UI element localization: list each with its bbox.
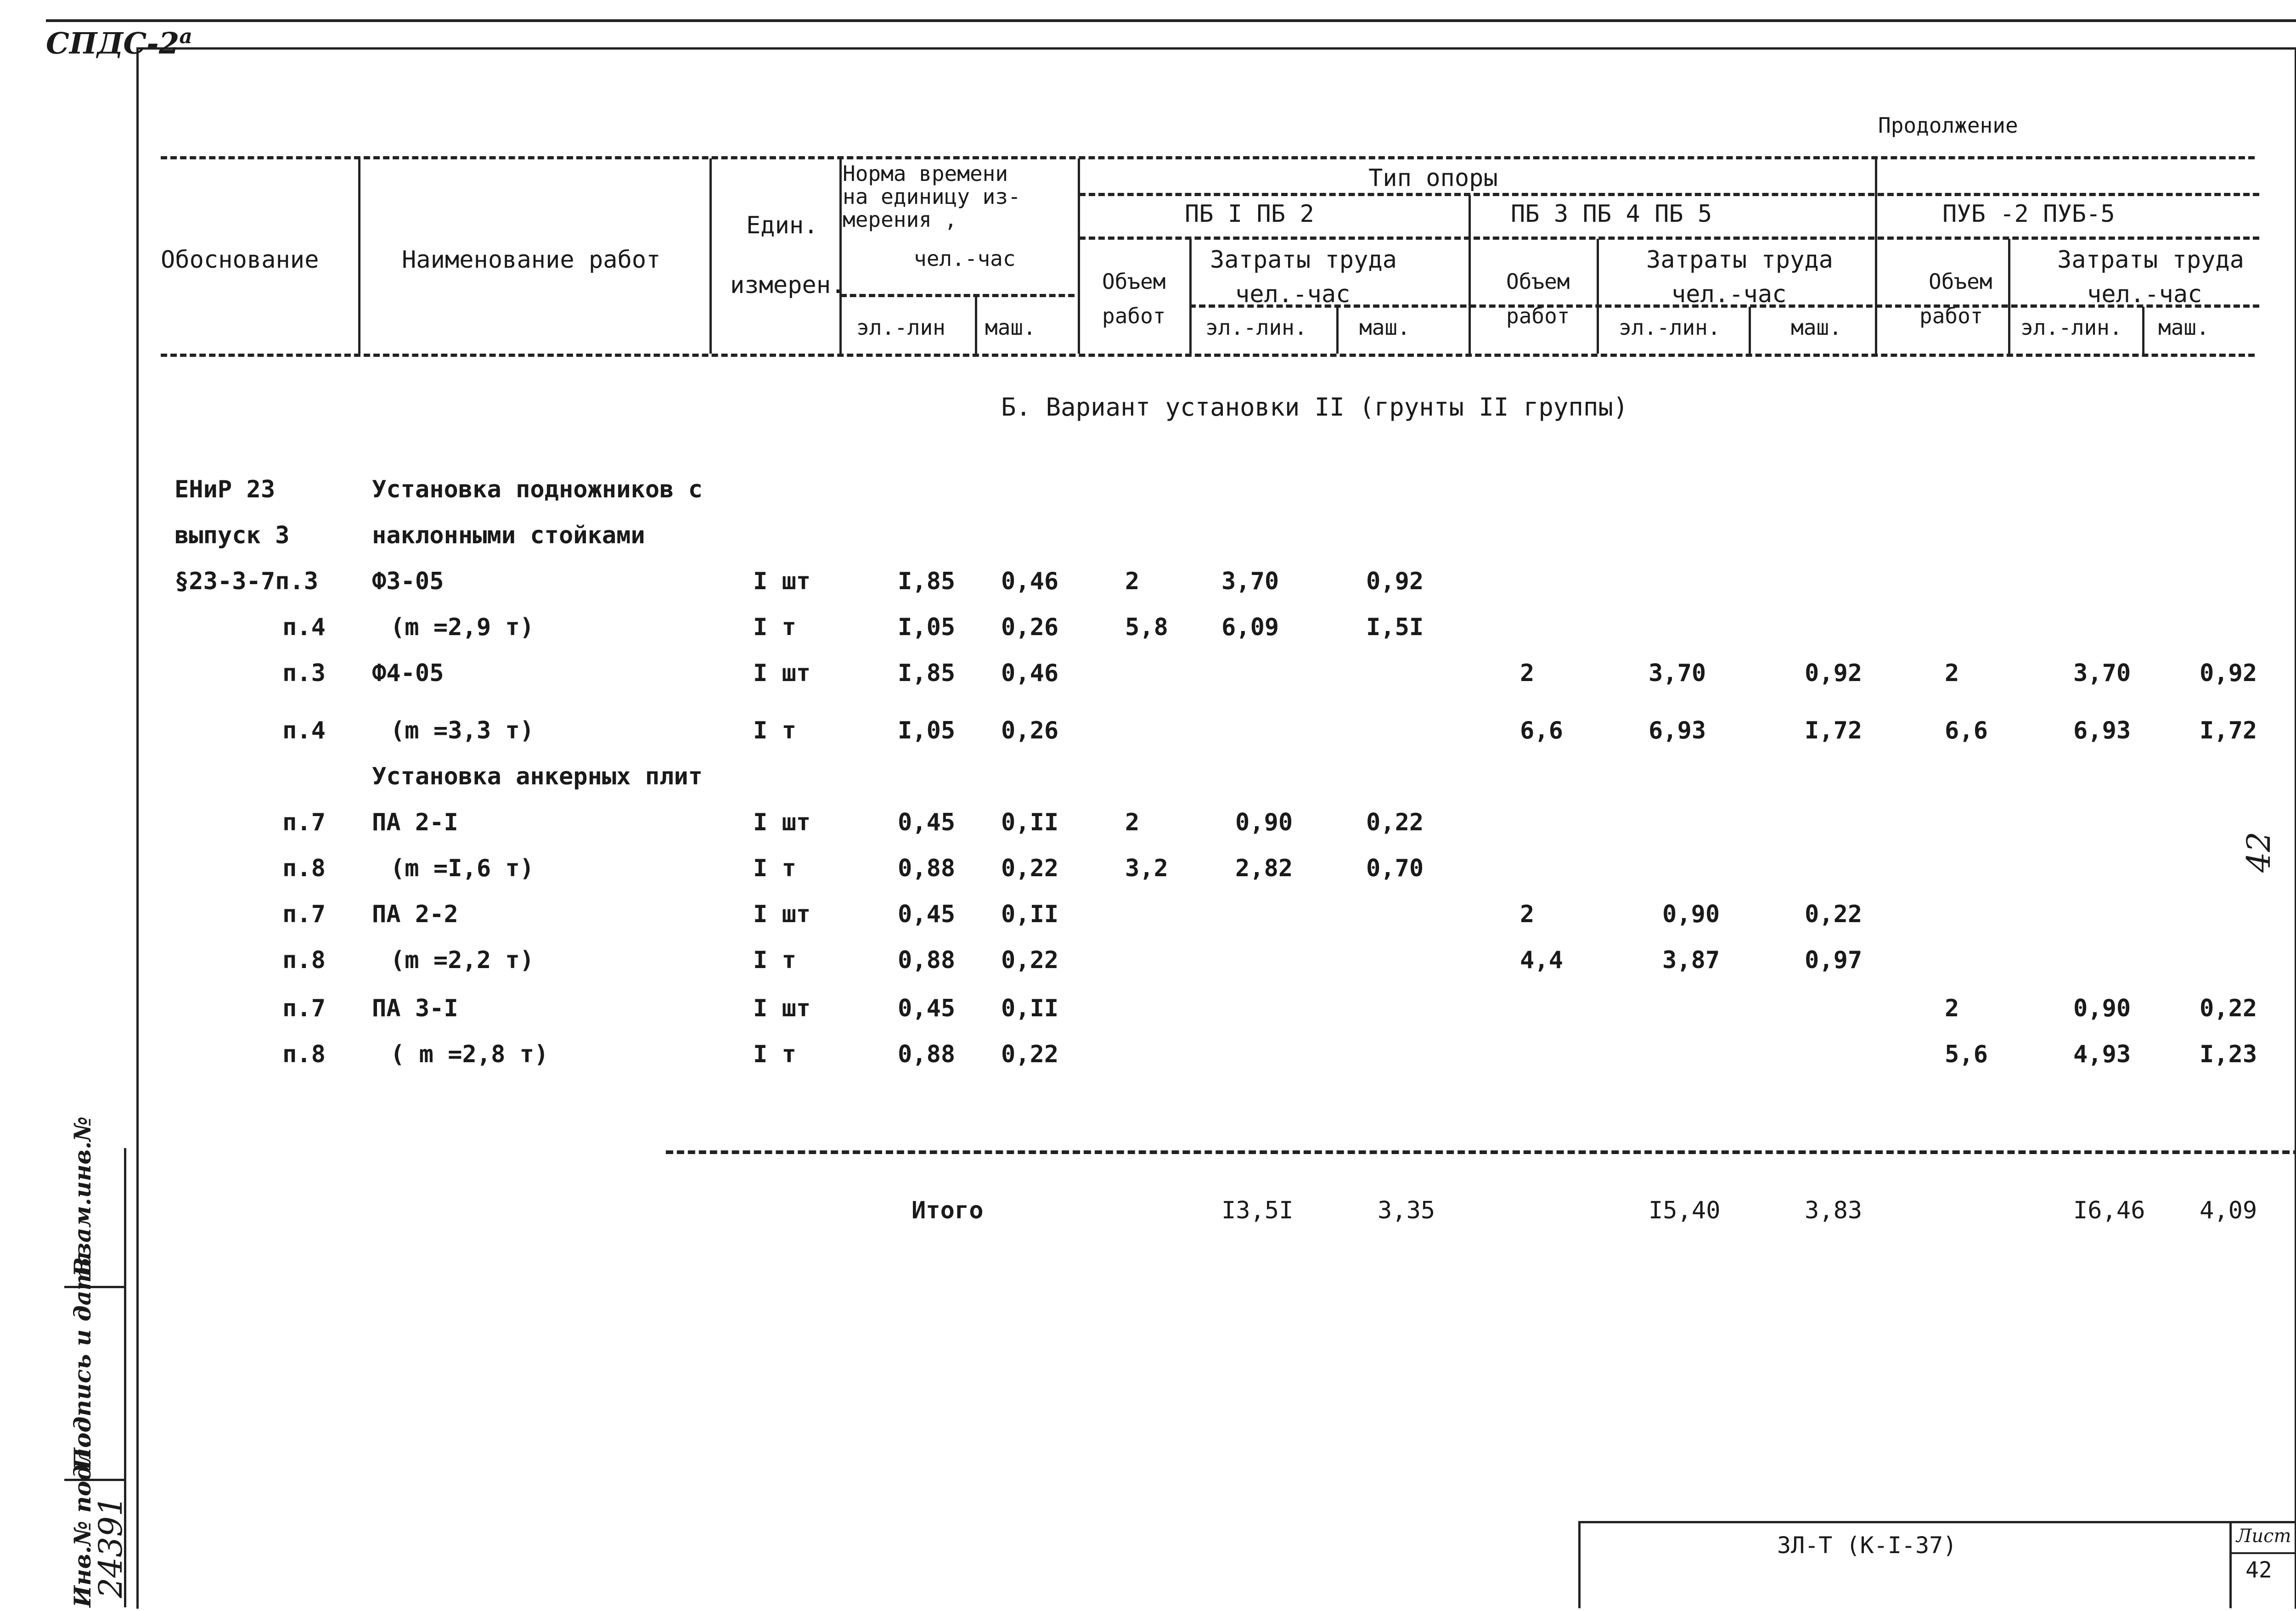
row-mash-2: I,72 [1805, 717, 1863, 744]
row-volume-2: 6,6 [1520, 717, 1563, 744]
inner-frame-top [138, 47, 2296, 50]
header-volume-2b: работ [1506, 304, 1570, 328]
row-mash-1: 0,70 [1366, 855, 1424, 882]
row-norm-el: I,85 [898, 659, 956, 687]
row-el-2: 0,90 [1662, 901, 1720, 928]
row-el-1: 2,82 [1235, 855, 1293, 882]
top-border-line [46, 19, 2296, 22]
header-volume-3b: работ [1919, 304, 1983, 328]
row-volume-1: 3,2 [1125, 855, 1168, 882]
document-code: 3Л-Т (К-I-37) [1777, 1532, 1957, 1559]
header-volume-1b: работ [1102, 304, 1166, 328]
row-el-2: 6,93 [1649, 717, 1706, 744]
row-unit: I шт [753, 659, 811, 687]
row-mash-2: 0,97 [1805, 946, 1863, 974]
row-mash-3: I,72 [2200, 717, 2257, 744]
header-el-lin-3: эл.-лин. [2020, 315, 2122, 340]
row-basis: выпуск 3 [174, 522, 290, 549]
header-vline-2 [709, 158, 712, 354]
row-mash-3: I,23 [2200, 1041, 2257, 1068]
sheet-label: Лист [2236, 1526, 2291, 1547]
row-name: (m =3,3 т) [390, 717, 535, 744]
header-vline-9 [1597, 239, 1599, 354]
row-basis: п.4 [282, 614, 326, 641]
row-unit: I шт [753, 568, 811, 595]
header-vline-10 [1749, 307, 1751, 354]
stamp-code-text: СПДС-2 [46, 26, 180, 61]
row-name: Ф4-05 [372, 659, 444, 687]
sign-date-label: Подпись и дата [69, 1251, 96, 1470]
header-vline-11 [1875, 158, 1877, 354]
header-norm-mash: маш. [985, 315, 1036, 340]
row-el-3: 6,93 [2073, 717, 2131, 744]
header-el-lin-1: эл.-лин. [1205, 315, 1307, 340]
replaced-inv-label: Взам.инв.№ [69, 1116, 96, 1277]
header-vline-5 [1078, 158, 1080, 354]
header-labor-3b: чел.-час [2087, 281, 2202, 308]
row-norm-mash: 0,22 [1001, 1041, 1059, 1068]
row-volume-3: 2 [1945, 659, 1959, 687]
header-labor-2b: чел.-час [1671, 281, 1787, 308]
sheet-number: 42 [2245, 1557, 2272, 1583]
row-unit: I шт [753, 995, 811, 1022]
row-basis: п.4 [282, 717, 326, 744]
header-labor-3a: Затраты труда [2057, 246, 2244, 274]
row-basis: п.8 [282, 855, 326, 882]
row-mash-1: I,5I [1366, 614, 1424, 641]
row-el-1: 6,09 [1221, 614, 1279, 641]
row-unit: I т [753, 1041, 796, 1068]
header-vline-12 [2008, 239, 2010, 354]
header-mash-3: маш. [2158, 315, 2209, 340]
header-labor-1b: чел.-час [1235, 281, 1351, 308]
row-name: ПА 3-I [372, 995, 458, 1022]
row-volume-3: 6,6 [1945, 717, 1988, 744]
row-volume-2: 2 [1520, 901, 1535, 928]
row-name: ( m =2,8 т) [390, 1041, 549, 1068]
row-basis: п.8 [282, 1041, 326, 1068]
row-volume-3: 5,6 [1945, 1041, 1988, 1068]
row-mash-2: 0,22 [1805, 901, 1863, 928]
header-work-name: Наименование работ [402, 246, 661, 274]
header-group-2: ПБ 3 ПБ 4 ПБ 5 [1511, 200, 1712, 228]
title-block-top [1580, 1521, 2296, 1523]
row-norm-mash: 0,26 [1001, 614, 1059, 641]
row-norm-mash: 0,II [1001, 995, 1059, 1022]
header-mash-1: маш. [1359, 315, 1410, 340]
row-el-3: 3,70 [2073, 659, 2131, 687]
row-norm-el: 0,45 [898, 901, 956, 928]
header-volume-2a: Объем [1506, 269, 1570, 294]
row-name: Установка анкерных плит [372, 763, 703, 790]
row-unit: I шт [753, 809, 811, 836]
header-norm-4: чел.-час [914, 246, 1016, 271]
row-norm-mash: 0,46 [1001, 659, 1059, 687]
row-norm-el: 0,88 [898, 855, 956, 882]
row-name: ПА 2-2 [372, 901, 458, 928]
row-mash-1: 0,92 [1366, 568, 1424, 595]
header-vline-7 [1336, 307, 1339, 354]
row-volume-1: 5,8 [1125, 614, 1168, 641]
row-norm-mash: 0,26 [1001, 717, 1059, 744]
header-mid-line-2 [1079, 237, 2259, 240]
title-block-sheet-left [2229, 1521, 2232, 1608]
header-vline-6 [1189, 239, 1192, 354]
header-el-lin-2: эл.-лин. [1619, 315, 1721, 340]
inner-frame-left [136, 47, 139, 1609]
row-norm-mash: 0,II [1001, 901, 1059, 928]
totals-mash-1: 3,35 [1378, 1197, 1435, 1224]
row-basis: п.3 [282, 659, 326, 687]
row-unit: I т [753, 946, 796, 974]
header-bottom-line [161, 354, 2255, 357]
row-unit: I т [753, 717, 796, 744]
row-el-2: 3,87 [1662, 946, 1720, 974]
header-mid-line-1 [1079, 193, 2259, 196]
header-labor-2a: Затраты труда [1646, 246, 1833, 274]
header-support-type: Тип опоры [1368, 164, 1498, 192]
row-name: Установка подножников с [372, 476, 703, 503]
side-page-number: 42 [2240, 831, 2278, 873]
totals-el-1: I3,5I [1221, 1197, 1294, 1224]
row-name: наклонными стойками [372, 522, 645, 549]
row-norm-el: I,05 [898, 717, 956, 744]
header-volume-3a: Объем [1929, 269, 1992, 294]
row-norm-el: 0,88 [898, 946, 956, 974]
row-norm-mash: 0,46 [1001, 568, 1059, 595]
header-vline-8 [1469, 195, 1471, 354]
row-mash-3: 0,22 [2200, 995, 2257, 1022]
row-el-2: 3,70 [1649, 659, 1706, 687]
row-unit: I шт [753, 901, 811, 928]
header-vline-3 [839, 158, 842, 354]
row-basis: п.7 [282, 995, 326, 1022]
row-volume-3: 2 [1945, 995, 1959, 1022]
header-norm-2: на единицу из- [843, 184, 1021, 209]
row-norm-el: 0,45 [898, 809, 956, 836]
row-el-3: 0,90 [2073, 995, 2131, 1022]
header-group-3: ПУБ -2 ПУБ-5 [1942, 200, 2115, 228]
inv-number-value: 24391 [92, 1496, 129, 1598]
row-basis: п.7 [282, 809, 326, 836]
row-el-1: 3,70 [1221, 568, 1279, 595]
row-norm-mash: 0,22 [1001, 855, 1059, 882]
header-basis: Обоснование [161, 246, 319, 274]
row-volume-2: 4,4 [1520, 946, 1563, 974]
row-norm-mash: 0,22 [1001, 946, 1059, 974]
header-norm-3: мерения , [843, 207, 957, 232]
title-block-left [1578, 1521, 1581, 1608]
row-volume-2: 2 [1520, 659, 1535, 687]
row-name: Ф3-05 [372, 568, 444, 595]
row-name: (m =2,9 т) [390, 614, 535, 641]
row-basis: §23-3-7п.3 [174, 568, 319, 595]
header-vline-13 [2142, 307, 2144, 354]
row-name: (m =I,6 т) [390, 855, 535, 882]
header-unit-2: измерен. [730, 271, 845, 299]
header-unit-1: Един. [746, 212, 818, 239]
header-mash-2: маш. [1791, 315, 1842, 340]
row-norm-el: 0,45 [898, 995, 956, 1022]
continuation-label: Продолжение [1878, 113, 2018, 138]
row-mash-1: 0,22 [1366, 809, 1424, 836]
header-norm-1: Норма времени [843, 161, 1008, 186]
totals-el-3: I6,46 [2073, 1197, 2145, 1224]
title-block-sheet-mid [2229, 1552, 2296, 1554]
row-el-3: 4,93 [2073, 1041, 2131, 1068]
totals-mash-3: 4,09 [2200, 1197, 2257, 1224]
row-basis: ЕНиР 23 [174, 476, 276, 503]
row-basis: п.7 [282, 901, 326, 928]
header-group-1: ПБ I ПБ 2 [1185, 200, 1314, 228]
header-mid-line-3 [840, 294, 1075, 297]
row-norm-el: I,85 [898, 568, 956, 595]
row-unit: I т [753, 614, 796, 641]
inv-number-label: Инв.№ подл. [69, 1440, 96, 1607]
header-labor-1a: Затраты труда [1210, 246, 1397, 274]
header-volume-1a: Объем [1102, 269, 1166, 294]
header-vline-4 [975, 296, 977, 354]
stamp-code-mark: а [179, 25, 192, 48]
row-name: (m =2,2 т) [390, 946, 535, 974]
totals-mash-2: 3,83 [1805, 1197, 1863, 1224]
totals-el-2: I5,40 [1649, 1197, 1721, 1224]
row-volume-1: 2 [1125, 568, 1140, 595]
totals-separator-line [666, 1150, 2296, 1154]
row-name: ПА 2-I [372, 809, 458, 836]
stamp-code [46, 25, 192, 61]
row-norm-el: 0,88 [898, 1041, 956, 1068]
row-mash-2: 0,92 [1805, 659, 1863, 687]
row-basis: п.8 [282, 946, 326, 974]
header-norm-el-lin: эл.-лин [856, 315, 945, 340]
header-vline-1 [358, 158, 360, 354]
row-unit: I т [753, 855, 796, 882]
row-norm-el: I,05 [898, 614, 956, 641]
row-el-1: 0,90 [1235, 809, 1293, 836]
row-mash-3: 0,92 [2200, 659, 2257, 687]
header-top-line [161, 156, 2255, 159]
row-volume-1: 2 [1125, 809, 1140, 836]
section-title: Б. Вариант установки II (грунты II группы) [1001, 393, 1628, 422]
row-norm-mash: 0,II [1001, 809, 1059, 836]
totals-label: Итого [912, 1197, 984, 1224]
